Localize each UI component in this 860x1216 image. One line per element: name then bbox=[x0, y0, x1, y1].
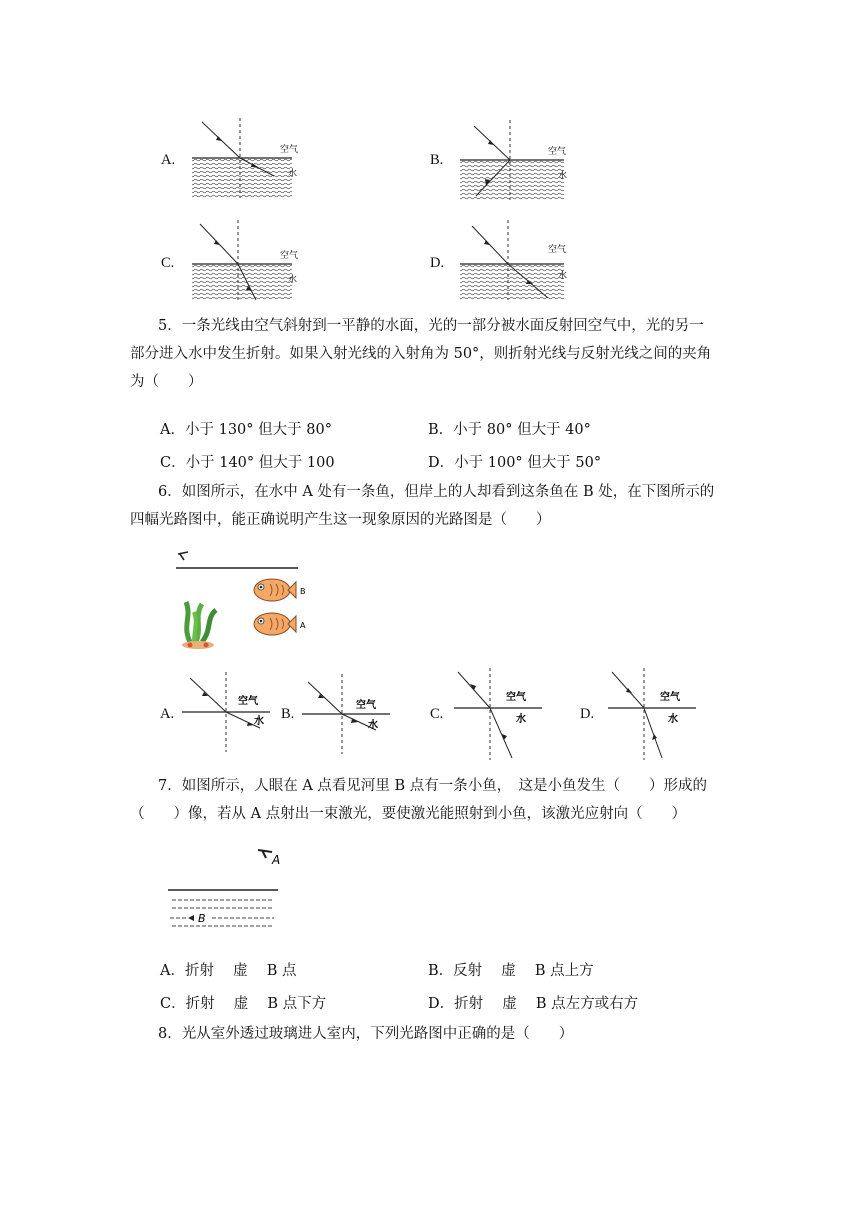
q7-label-b: B bbox=[198, 912, 206, 925]
q4-option-b-diagram bbox=[456, 120, 576, 204]
q6-line-1: 6．如图所示，在水中 A 处有一条鱼，但岸上的人却看到这条鱼在 B 处，在下图所示的 bbox=[158, 484, 715, 500]
q6-option-d-diagram bbox=[604, 668, 704, 762]
q6-d-water-label: 水 bbox=[668, 714, 678, 725]
q7-option-c-text: 折射 虚 B 点下方 bbox=[185, 996, 327, 1012]
q8-line-1: 8．光从室外透过玻璃进人室内，下列光路图中正确的是（ ） bbox=[158, 1026, 574, 1042]
q4-option-a-diagram bbox=[188, 118, 308, 202]
q5-option-c bbox=[160, 451, 335, 472]
q7-option-d-text: 折射 虚 B 点左方或右方 bbox=[454, 996, 639, 1012]
q5-option-a-text: 小于 130° 但大于 80° bbox=[184, 422, 332, 438]
q6-option-c-letter: C. bbox=[430, 706, 444, 722]
q6-line-2: 四幅光路图中，能正确说明产生这一现象原因的光路图是（ ） bbox=[130, 512, 551, 528]
q5-option-b bbox=[428, 418, 591, 439]
q6-option-a-diagram bbox=[178, 672, 278, 752]
q5-option-c-letter: C． bbox=[160, 455, 186, 471]
q7-option-a bbox=[160, 959, 296, 980]
q8-question bbox=[130, 1020, 730, 1048]
q7-option-a-text: 折射 虚 B 点 bbox=[184, 963, 297, 979]
q5-question bbox=[130, 312, 730, 396]
q4-d-air-label: 空气 bbox=[548, 245, 567, 255]
q6-fish-label-a: A bbox=[300, 621, 306, 630]
q4-b-water-label: 水 bbox=[558, 171, 568, 181]
q6-a-water-label: 水 bbox=[254, 716, 264, 727]
q7-option-d bbox=[428, 992, 638, 1013]
q5-option-d-letter: D． bbox=[428, 455, 455, 471]
q6-fish-scene bbox=[172, 546, 322, 652]
q7-label-a: A bbox=[272, 853, 281, 867]
q4-option-d-diagram bbox=[456, 220, 576, 304]
q6-c-water-label: 水 bbox=[516, 714, 526, 725]
q5-option-d-text: 小于 100° 但大于 50° bbox=[454, 455, 602, 471]
q6-option-c-diagram bbox=[450, 668, 550, 762]
q6-option-a-letter: A. bbox=[160, 706, 175, 722]
q6-c-air-label: 空气 bbox=[506, 692, 526, 703]
q4-b-air-label: 空气 bbox=[548, 147, 567, 157]
q7-line-2: （ ）像，若从 A 点射出一束激光，要使激光能照射到小鱼，该激光应射向（ ） bbox=[130, 806, 687, 822]
q7-option-b bbox=[428, 959, 594, 980]
q5-option-b-letter: B． bbox=[428, 422, 454, 438]
q6-b-water-label: 水 bbox=[368, 720, 378, 731]
q7-option-b-text: 反射 虚 B 点上方 bbox=[453, 963, 594, 979]
q6-fish-label-b: B bbox=[300, 587, 306, 596]
fish-b-icon bbox=[254, 579, 296, 601]
q6-d-air-label: 空气 bbox=[660, 692, 680, 703]
q4-option-c-letter: C. bbox=[161, 255, 175, 271]
q5-option-a-letter: A． bbox=[160, 422, 185, 438]
q6-question bbox=[130, 478, 730, 534]
q6-a-air-label: 空气 bbox=[238, 696, 258, 707]
q5-line-3: 为（ ） bbox=[130, 374, 203, 390]
q4-a-water-label: 水 bbox=[288, 169, 298, 179]
q4-c-air-label: 空气 bbox=[280, 251, 299, 261]
q4-option-c-diagram bbox=[188, 220, 308, 304]
q5-line-2: 部分进入水中发生折射。如果入射光线的入射角为 50°，则折射光线与反射光线之间的夹角 bbox=[130, 346, 712, 362]
q6-option-d-letter: D. bbox=[580, 706, 595, 722]
q7-option-d-letter: D． bbox=[428, 996, 455, 1012]
q5-line-1: 5．一条光线由空气斜射到一平静的水面，光的一部分被水面反射回空气中，光的另一 bbox=[158, 318, 704, 334]
q4-d-water-label: 水 bbox=[558, 271, 568, 281]
q4-option-d-letter: D. bbox=[430, 255, 445, 271]
eye-icon bbox=[178, 552, 188, 560]
q5-option-c-text: 小于 140° 但大于 100 bbox=[185, 455, 335, 471]
q5-option-a bbox=[160, 418, 332, 439]
q5-option-d bbox=[428, 451, 601, 472]
q4-a-air-label: 空气 bbox=[280, 145, 299, 155]
eye-icon bbox=[258, 850, 272, 858]
q7-option-c bbox=[160, 992, 326, 1013]
q7-question bbox=[130, 772, 730, 828]
q6-b-air-label: 空气 bbox=[356, 700, 376, 711]
q7-river-scene bbox=[166, 842, 286, 938]
fish-a-icon bbox=[254, 613, 296, 635]
q7-line-1: 7．如图所示，人眼在 A 点看见河里 B 点有一条小鱼， 这是小鱼发生（ ）形成的 bbox=[158, 778, 708, 794]
q5-option-b-text: 小于 80° 但大于 40° bbox=[453, 422, 591, 438]
q6-option-b-diagram bbox=[298, 674, 398, 754]
seaweed-icon bbox=[182, 602, 216, 649]
q7-option-a-letter: A． bbox=[160, 963, 185, 979]
small-fish-icon bbox=[188, 915, 194, 921]
q7-option-b-letter: B． bbox=[428, 963, 454, 979]
q4-option-b-letter: B. bbox=[430, 152, 444, 168]
q4-option-a-letter: A. bbox=[161, 152, 176, 168]
q6-option-b-letter: B. bbox=[281, 706, 295, 722]
q4-c-water-label: 水 bbox=[288, 275, 298, 285]
q7-option-c-letter: C． bbox=[160, 996, 186, 1012]
